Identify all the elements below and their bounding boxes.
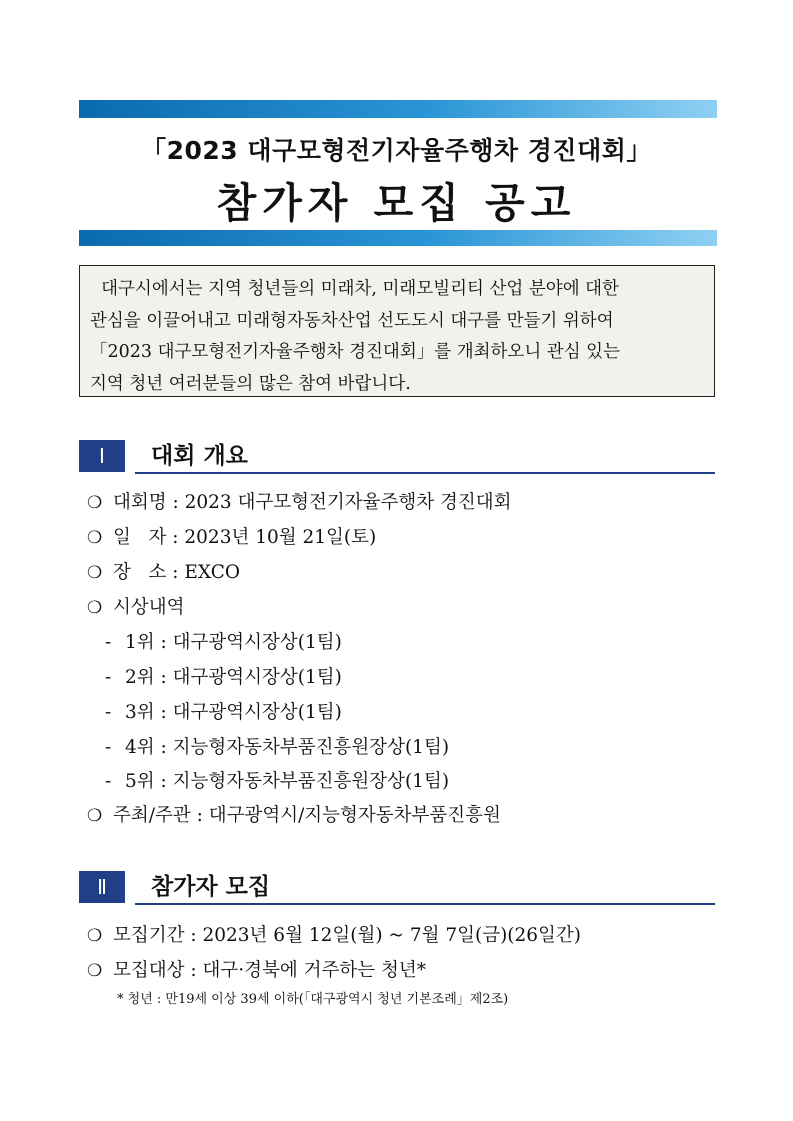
award-item	[105, 733, 449, 759]
award-item	[105, 628, 342, 654]
circle-bullet-icon: ❍	[87, 806, 103, 826]
award-text: 5위 : 지능형자동차부품진흥원장상(1팀)	[125, 771, 450, 792]
circle-bullet-icon: ❍	[87, 493, 103, 513]
section-underline	[135, 472, 715, 474]
circle-bullet-icon: ❍	[87, 961, 103, 981]
dash-bullet: -	[105, 667, 112, 688]
list-item	[87, 488, 512, 514]
list-item-text: 주최/주관 : 대구광역시/지능형자동차부품진흥원	[113, 805, 501, 826]
section-number-badge: Ⅱ	[79, 871, 125, 903]
list-item	[87, 921, 581, 947]
list-item	[87, 956, 426, 982]
list-item	[87, 523, 376, 549]
dash-bullet: -	[105, 771, 112, 792]
award-item	[105, 698, 342, 724]
page-title-line1: 「2023 대구모형전기자율주행차 경진대회」	[141, 136, 652, 165]
section-2-header	[79, 871, 715, 905]
list-item-text: 일 자 : 2023년 10월 21일(토)	[113, 527, 377, 548]
award-item	[105, 663, 342, 689]
list-item-text: 대회명 : 2023 대구모형전기자율주행차 경진대회	[113, 492, 512, 513]
award-text: 2위 : 대구광역시장상(1팀)	[125, 667, 342, 688]
circle-bullet-icon: ❍	[87, 528, 103, 548]
section-number-badge: Ⅰ	[79, 440, 125, 472]
header-bottom-bar	[79, 230, 717, 246]
award-text: 1위 : 대구광역시장상(1팀)	[125, 632, 342, 653]
intro-line: 「2023 대구모형전기자율주행차 경진대회」를 개최하오니 관심 있는	[90, 342, 620, 362]
circle-bullet-icon: ❍	[87, 926, 103, 946]
section-underline	[135, 903, 715, 905]
dash-bullet: -	[105, 632, 112, 653]
list-item	[87, 801, 501, 827]
intro-line: 지역 청년 여러분들의 많은 참여 바랍니다.	[90, 373, 411, 394]
page-title-line2: 참가자 모집 공고	[216, 179, 577, 227]
intro-line: 관심을 이끌어내고 미래형자동차산업 선도도시 대구를 만들기 위하여	[90, 310, 614, 331]
award-item	[105, 767, 449, 793]
intro-line: 대구시에서는 지역 청년들의 미래차, 미래모빌리티 산업 분야에 대한	[90, 279, 619, 299]
list-item-text: 모집대상 : 대구·경북에 거주하는 청년*	[113, 960, 426, 981]
footnote: * 청년 : 만19세 이상 39세 이하(「대구광역시 청년 기본조례」제2조)	[117, 992, 509, 1007]
section-1-header	[79, 440, 715, 474]
list-item-text: 시상내역	[113, 597, 185, 618]
intro-box	[79, 265, 715, 397]
dash-bullet: -	[105, 737, 112, 758]
list-item-text: 장 소 : EXCO	[113, 562, 241, 583]
dash-bullet: -	[105, 702, 112, 723]
section-title: 대회 개요	[151, 443, 248, 469]
list-item-text: 모집기간 : 2023년 6월 12일(월) ~ 7월 7일(금)(26일간)	[113, 925, 582, 946]
circle-bullet-icon: ❍	[87, 598, 103, 618]
header-top-bar	[79, 100, 717, 118]
award-text: 4위 : 지능형자동차부품진흥원장상(1팀)	[125, 737, 450, 758]
list-item	[87, 558, 240, 584]
award-text: 3위 : 대구광역시장상(1팀)	[125, 702, 342, 723]
circle-bullet-icon: ❍	[87, 563, 103, 583]
section-title: 참가자 모집	[151, 874, 271, 900]
list-item	[87, 593, 184, 619]
